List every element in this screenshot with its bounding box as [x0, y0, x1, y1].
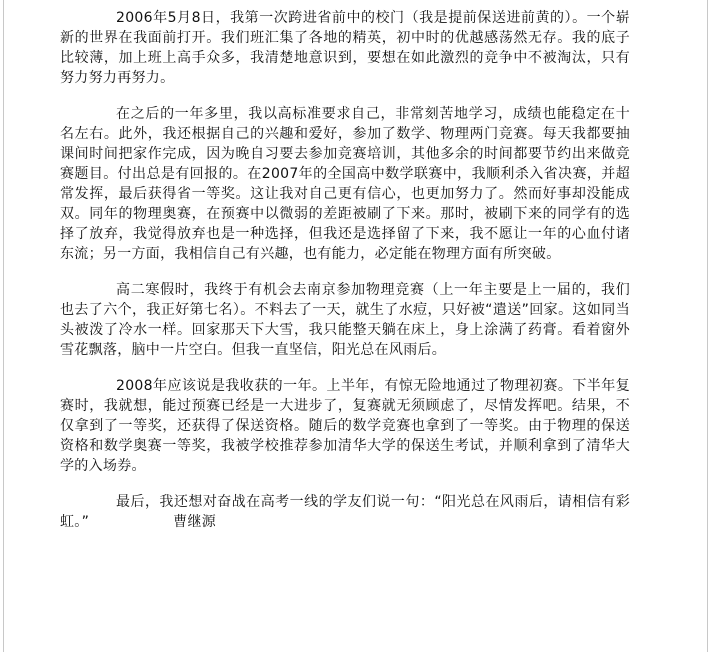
paragraph-3: 高二寒假时，我终于有机会去南京参加物理竞赛（上一年主要是上一届的，我们也去了六个，我正好第七名）。不料去了一天，就生了水痘，只好被“遣送”回家。这如同当头被泼了冷水一样。回家那天下大雪，我只能整天躺在床上，身上涂满了药膏。看着窗外雪花飘落，脑中一片空白。但我一直坚信，阳光总在风雨后。: [60, 282, 630, 358]
closing-remark: 最后，我还想对奋战在高考一线的学友们说一句：“阳光总在风雨后，请相信有彩虹。”: [60, 494, 630, 530]
right-border-line: [707, 0, 708, 652]
paragraph-1: 2006年5月8日，我第一次跨进省前中的校门（我是提前保送进前黄的）。一个崭新的世界在我面前打开。我们班汇集了各地的精英，初中时的优越感荡然无存。我的底子比较薄，加上班上高手众多，我清楚地意识到，要想在如此激烈的竞争中不被淘汰，只有努力努力再努力。: [60, 10, 630, 86]
paragraph-2: 在之后的一年多里，我以高标准要求自己，非常刻苦地学习，成绩也能稳定在十名左右。此外，我还根据自己的兴趣和爱好，参加了数学、物理两门竞赛。每天我都要抽课间时间把家作完成，因为晚自习要去参加竞赛培训，其他多余的时间都要节约出来做竞赛题目。付出总是有回报的。在2007年的全国高中数学联赛中，我顺利杀入省决赛，并超常发挥，最后获得省一等奖。这让我对自己更有信心，也更加努力了。然而好事却没能成双。同年的物理奥赛，在预赛中以微弱的差距被刷了下来。那时，被刷下来的同学有的选择了放弃，我觉得放弃也是一种选择，但我还是选择留了下来，我不愿让一年的心血付诸东流；另一方面，我相信自己有兴趣，也有能力，必定能在物理方面有所突破。: [60, 106, 630, 262]
left-border-line: [3, 0, 4, 652]
article-body: [60, 8, 630, 548]
author-signature: 曹继源: [173, 514, 217, 530]
paragraph-5: [60, 492, 630, 532]
paragraph-4: 2008年应该说是我收获的一年。上半年，有惊无险地通过了物理初赛。下半年复赛时，我就想，能过预赛已经是一大进步了，复赛就无须顾虑了，尽情发挥吧。结果，不仅拿到了一等奖，还获得了保送资格。随后的数学竞赛也拿到了一等奖。由于物理的保送资格和数学奥赛一等奖，我被学校推荐参加清华大学的保送生考试，并顺利拿到了清华大学的入场券。: [60, 378, 630, 474]
